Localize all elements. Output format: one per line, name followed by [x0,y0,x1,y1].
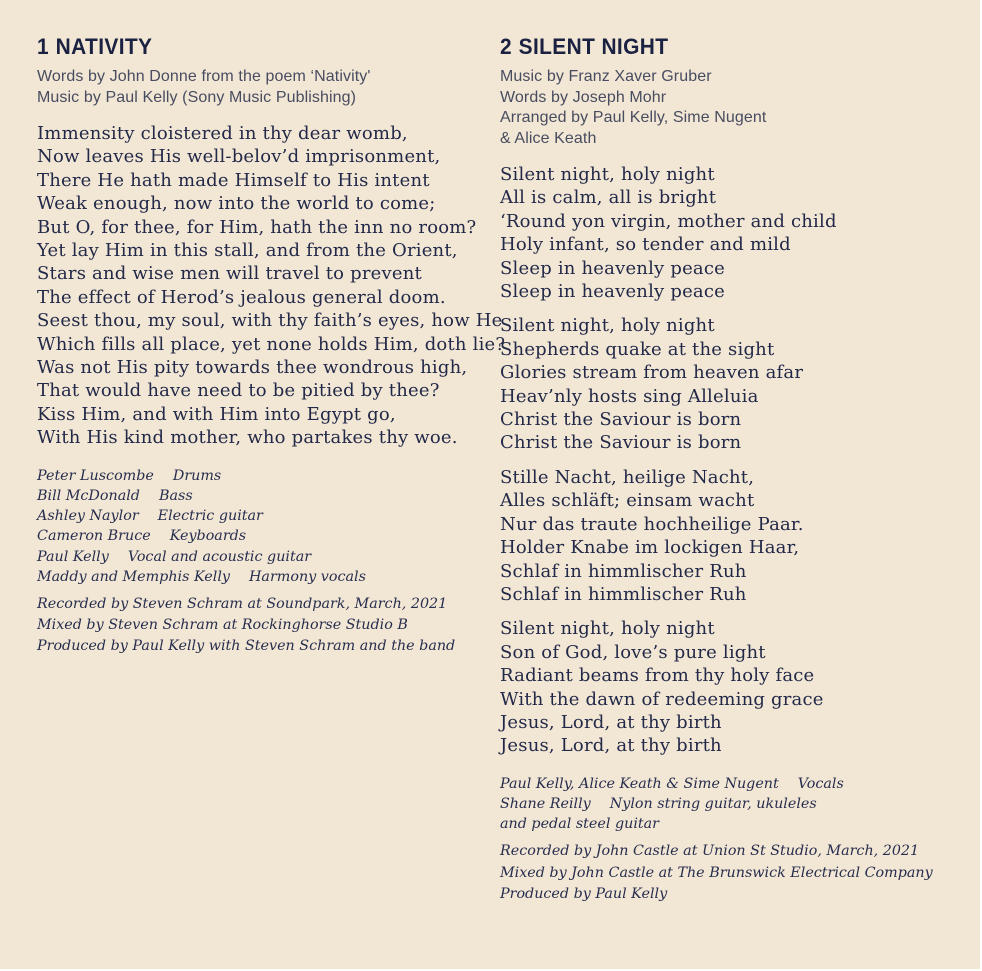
byline-line: Words by Joseph Mohr [500,88,667,106]
musician-name: Ashley Naylor [37,508,139,525]
musician-credit-line [37,547,500,567]
production-credit-line: Produced by Paul Kelly [500,885,668,902]
lyric-line: Was not His pity towards thee wondrous high, [37,357,468,379]
musician-role: Nylon string guitar, ukuleles [609,795,817,812]
musician-role: Electric guitar [157,508,263,525]
musician-name: Peter Luscombe [37,467,154,484]
lyric-line: Christ the Saviour is born [500,432,742,454]
lyric-line: But O, for thee, for Him, hath the inn no room? [37,216,477,238]
lyric-line: Weak enough, now into the world to come; [37,193,436,215]
lyric-line: The effect of Herod’s jealous general doom. [37,286,446,308]
lyric-line: Son of God, love’s pure light [500,641,766,663]
musician-role: Vocal and acoustic guitar [127,548,312,565]
lyrics-block [37,122,506,450]
byline-line: Words by John Donne from the poem ‘Nativity' [37,68,371,85]
track-byline [500,67,952,149]
lyric-line: Shepherds quake at the sight [500,338,775,360]
production-credit-line: Produced by Paul Kelly with Steven Schram and the band [37,638,456,655]
lyric-line: Silent night, holy night [500,315,715,337]
lyrics-block [500,163,952,758]
lyric-line: Christ the Saviour is born [500,409,742,431]
song-section-silent-night [500,36,952,969]
lyric-verse [500,466,952,606]
lyric-verse [500,617,952,757]
lyric-line: Holy infant, so tender and mild [500,234,791,256]
track-title [500,36,929,58]
musician-credits [37,466,500,587]
musician-credit-line [37,567,500,587]
production-credit-line: Mixed by John Castle at The Brunswick Electrical Company [500,864,933,881]
lyric-line: Immensity cloistered in thy dear womb, [37,123,408,144]
musician-credit-line [37,466,500,486]
track-title-text: SILENT NIGHT [518,34,669,59]
musician-name: Maddy and Memphis Kelly [37,568,230,585]
musician-role: Drums [172,467,222,484]
musician-credits [500,774,952,835]
lyric-line: Holder Knabe im lockigen Haar, [500,537,800,559]
lyric-line: Sleep in heavenly peace [500,257,725,279]
lyric-line: Yet lay Him in this stall, and from the Orient, [37,240,458,262]
lyric-line: Stille Nacht, heilige Nacht, [500,466,755,488]
lyric-line: Now leaves His well-belov’d imprisonment, [37,146,441,168]
musician-role: Bass [158,487,193,504]
lyric-line: Heav’nly hosts sing Alleluia [500,385,759,407]
byline-line: Music by Franz Xaver Gruber [500,68,712,85]
lyric-line: With His kind mother, who partakes thy woe. [37,427,458,449]
production-credits [37,594,500,658]
lyric-verse [500,314,952,454]
lyric-line: Nur das traute hochheilige Paar. [500,513,804,535]
lyric-line: There He hath made Himself to His intent [37,169,430,191]
musician-role: and pedal steel guitar [500,816,659,833]
production-credit-line: Recorded by Steven Schram at Soundpark, March, 2021 [37,595,448,612]
lyric-verse [500,163,952,303]
lyric-line: Sleep in heavenly peace [500,281,725,303]
lyric-line: Which fills all place, yet none holds Him, doth lie? [37,333,506,355]
lyric-line: Schlaf in himmlischer Ruh [500,583,747,605]
lyric-line: Alles schläft; einsam wacht [500,490,755,512]
musician-role: Vocals [797,775,844,792]
lyric-line: Jesus, Lord, at thy birth [500,735,722,757]
byline-line: Arranged by Paul Kelly, Sime Nugent [500,109,767,126]
track-byline [37,67,500,108]
lyric-line: With the dawn of redeeming grace [500,688,824,710]
musician-name: Bill McDonald [37,487,140,504]
lyric-line: Glories stream from heaven afar [500,362,804,384]
lyric-line: Seest thou, my soul, with thy faith’s eyes, how He [37,310,503,332]
lyric-line: Silent night, holy night [500,618,715,640]
lyric-line: That would have need to be pitied by thee? [37,380,440,402]
musician-role: Harmony vocals [248,568,366,585]
musician-name: Shane Reilly [500,795,591,812]
lyric-line: Stars and wise men will travel to prevent [37,263,422,285]
byline-line: Music by Paul Kelly (Sony Music Publishing) [37,88,357,106]
musician-name: Cameron Bruce [37,528,151,545]
production-credit-line: Recorded by John Castle at Union St Studio, March, 2021 [500,843,920,860]
track-number: 1 [37,34,50,59]
track-title [37,36,477,58]
track-title-text: NATIVITY [55,34,153,59]
track-number: 2 [500,34,513,59]
musician-credit-line [37,506,500,526]
musician-credit-line [37,526,500,546]
musician-role: Keyboards [169,528,247,545]
lyric-line: Schlaf in himmlischer Ruh [500,560,747,582]
lyric-line: Radiant beams from thy holy face [500,665,815,687]
lyric-verse [37,122,506,450]
byline-line: & Alice Keath [500,129,597,147]
musician-credit-line [500,774,952,794]
production-credit-line: Mixed by Steven Schram at Rockinghorse Studio B [37,617,408,634]
musician-name: Paul Kelly [37,548,109,565]
musician-credit-line [500,814,952,834]
lyric-line: All is calm, all is bright [500,187,717,209]
musician-name: Paul Kelly, Alice Keath & Sime Nugent [500,775,779,792]
lyric-line: Silent night, holy night [500,164,715,185]
lyric-line: ‘Round yon virgin, mother and child [500,210,837,232]
musician-credit-line [500,794,952,814]
lyric-line: Jesus, Lord, at thy birth [500,711,722,733]
production-credits [500,841,952,905]
musician-credit-line [37,486,500,506]
lyric-line: Kiss Him, and with Him into Egypt go, [37,403,396,425]
song-section-nativity [37,34,506,969]
